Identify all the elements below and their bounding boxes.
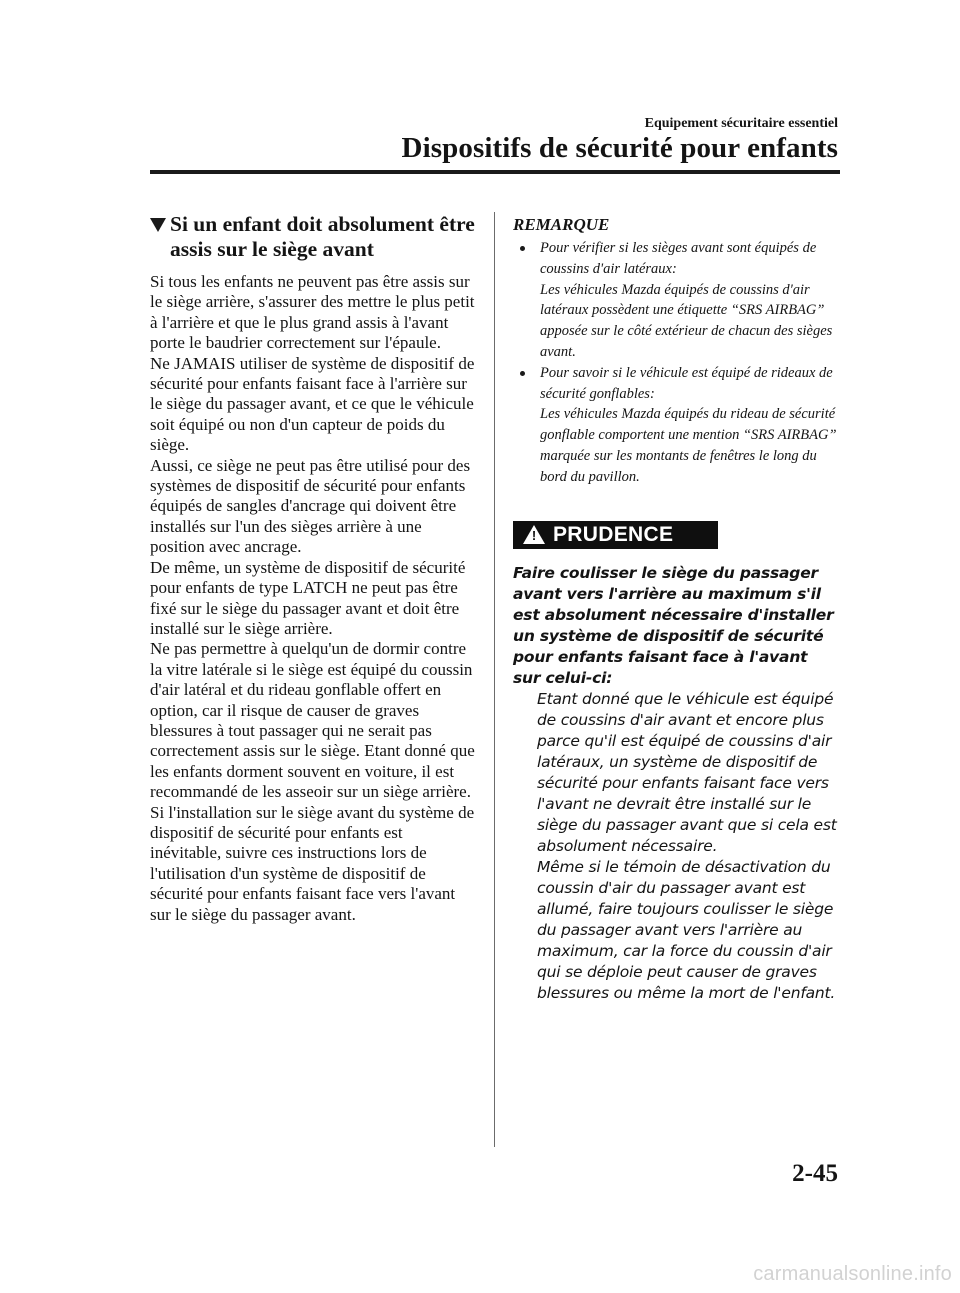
body-paragraph: Ne pas permettre à quelqu'un de dormir contre la vitre latérale si le siège est équipé du coussin d'air latéral et du rideau gonflable offert en option, car il risque de causer de graves blessures à tout passager qui ne serait pas correctement assis sur le siège. Etant donné que les enfants dorment souvent en voiture, il est recommandé de les asseoir sur un siège arrière. Si l'installation sur le siège avant du système de dispositif de sécurité pour enfants est inévitable, suivre ces instructions lors de l'utilisation d'un système de dispositif de sécurité pour enfants faisant face vers l'avant sur le siège du passager avant. — [150, 639, 475, 924]
warning-triangle-icon — [523, 525, 545, 544]
body-paragraph: Si tous les enfants ne peuvent pas être assis sur le siège arrière, s'assurer des mettre le plus petit à l'arrière et que le plus grand assis à l'avant porte le baudrier correctement sur l'épaule. — [150, 272, 475, 353]
section-marker-icon — [150, 218, 166, 232]
caution-detail: Même si le témoin de désactivation du coussin d'air du passager avant est allumé, faire toujours coulisser le siège du passager avant vers l'arrière au maximum, car la force du coussin d'air qui se déploie peut causer de graves blessures ou même la mort de l'enfant. — [537, 857, 836, 1002]
note-item — [513, 363, 838, 488]
body-paragraph: Aussi, ce siège ne peut pas être utilisé pour des systèmes de dispositif de sécurité pour enfants équipés de sangles d'ancrage qui doivent être installés sur l'un des sièges arrière à une position avec ancrage. — [150, 455, 471, 557]
section-heading — [150, 212, 475, 262]
note-item — [513, 238, 838, 363]
body-paragraph: Ne JAMAIS utiliser de système de dispositif de sécurité pour enfants faisant face à l'arrière sur le siège du passager avant, et ce que le véhicule soit équipé ou non d'un capteur de poids du siège. — [150, 353, 475, 455]
body-paragraph: De même, un système de dispositif de sécurité pour enfants de type LATCH ne peut pas être fixé sur le siège du passager avant et doit être installé sur le siège arrière. — [150, 557, 466, 638]
chapter-subtitle: Equipement sécuritaire essentiel — [644, 116, 838, 131]
bullet-icon — [520, 371, 525, 376]
section-heading-text: Si un enfant doit absolument être assis sur le siège avant — [170, 212, 475, 261]
note-item-detail: Les véhicules Mazda équipés du rideau de sécurité gonflable comportent une mention “SRS AIRBAG” marquée sur les montants de fenêtres le long du bord du pavillon. — [540, 406, 837, 485]
note-item-lead: Pour savoir si le véhicule est équipé de rideaux de sécurité gonflables: — [540, 364, 833, 402]
page-number: 2-45 — [792, 1160, 838, 1187]
caution-label: PRUDENCE — [553, 522, 674, 546]
column-divider — [494, 212, 495, 1147]
page-title: Dispositifs de sécurité pour enfants — [401, 132, 838, 164]
note-item-detail: Les véhicules Mazda équipés de coussins d'air latéraux possèdent une étiquette “SRS AIRBAG” apposée sur le côté extérieur de chacun des sièges avant. — [540, 281, 833, 360]
caution-lead: Faire coulisser le siège du passager avant vers l'arrière au maximum s'il est absolument nécessaire d'installer un système de dispositif de sécurité pour enfants faisant face à l'avant sur celui-ci: — [513, 563, 834, 687]
note-title: REMARQUE — [513, 215, 610, 234]
warning-exclamation: ! — [531, 528, 537, 544]
watermark: carmanualsonline.info — [753, 1263, 952, 1285]
right-column — [513, 214, 838, 1004]
caution-detail: Etant donné que le véhicule est équipé de coussins d'air avant et encore plus parce qu'il est équipé de coussins d'air latéraux, un système de dispositif de sécurité pour enfants faisant face vers l'avant ne devrait être installé sur le siège du passager avant que si cela est absolument nécessaire. — [537, 689, 837, 855]
note-list — [513, 238, 838, 488]
caution-badge — [513, 521, 718, 549]
header-rule — [150, 170, 840, 174]
note-item-lead: Pour vérifier si les sièges avant sont équipés de coussins d'air latéraux: — [540, 240, 817, 277]
bullet-icon — [520, 246, 525, 251]
left-column — [150, 212, 475, 925]
